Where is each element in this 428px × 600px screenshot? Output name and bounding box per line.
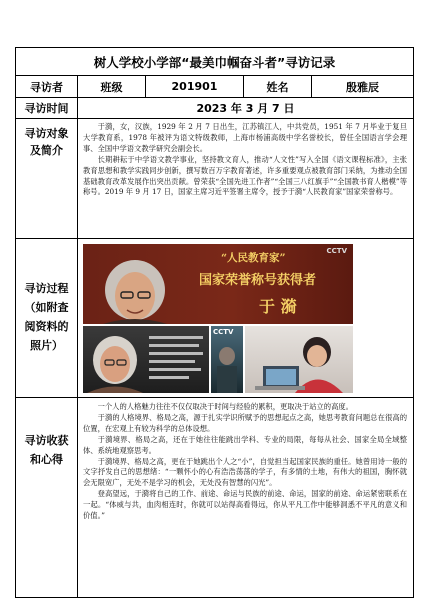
visitor-label: 寻访者 xyxy=(16,76,78,98)
gains-paragraph: 一个人的人格魅力往往不仅仅取决于时间与经验的累积，更取决于站立的高度。 xyxy=(97,402,353,411)
gains-paragraph: 于漪的人格境界、格局之高，源于扎实学识所赋予的思想起点之高，她思考教育问题总在很高的位置，在宏观上有较为科学的总体设想。 xyxy=(83,412,408,433)
gains-paragraph: 于漪境界、格局之高，还在于她往往能跳出学科、专业的局限，每每从社会、国家全局全域整体、系统地观察思考。 xyxy=(83,434,408,455)
process-label-line: 照片） xyxy=(30,339,63,352)
student-photo xyxy=(245,326,353,393)
gains-paragraph: 登高望远，于漪将自己的工作、前途、命运与民族的前途、命运，国家的前途、命运紧密联系在一起。“体威与共，血肉相连时，你就可以站得高看得远，你从平凡工作中能够洞悉不平凡的意义和价值。” xyxy=(83,489,408,521)
gains-label-line: 寻访收获 xyxy=(24,434,69,447)
gains-paragraph: 于漪境界、格局之高，更在于她跳出个人之“小”，自觉担当起国家民族的重任。她曾用诗一般的文字抒发自己的思想绪：“一颗怀小的心有浩浩荡荡的学子，有多情的土地，有伟大的祖国，胸怀就会无限宽广，无处不是学习的机会，无处没有智慧的闪光”。 xyxy=(83,456,408,488)
visit-time-label: 寻访时间 xyxy=(16,98,78,119)
student-illustration xyxy=(245,326,353,393)
gains-label xyxy=(16,398,78,598)
intro-paragraph: 于漪，女，汉族，1929 年 2 月 7 日出生，江苏镇江人，中共党员，1951 年 7 月毕业于复旦大学教育系，1978 年被评为语文特级教师，上海市杨浦高级中学名誉校长，曾任全国语言学会理事、全国中学语文教学研究会副会长。 xyxy=(83,122,408,153)
form-title: 树人学校小学部“最美巾帼奋斗者”寻访记录 xyxy=(16,48,414,76)
honoree-name: 于 漪 xyxy=(259,296,297,316)
intro-label xyxy=(16,119,78,239)
gains-text xyxy=(78,398,414,598)
visit-record-table xyxy=(15,47,414,598)
name-label: 姓名 xyxy=(244,76,312,98)
process-photos-cell xyxy=(78,239,414,398)
figure-silhouette xyxy=(211,326,243,393)
process-label-line: 寻访过程 xyxy=(24,282,69,295)
class-label: 班级 xyxy=(78,76,146,98)
elder-portrait-illustration xyxy=(83,326,209,393)
process-label xyxy=(16,239,78,398)
intro-label-line: 寻访对象 xyxy=(24,127,69,140)
process-label-line: （如附查 xyxy=(24,301,69,314)
process-label-line: 阅资料的 xyxy=(24,320,69,333)
intro-paragraph: 长期耕耘于中学语文教学事业，坚持教文育人，推动“人文性”写入全国《语文课程标准》，主张教育思想和教学实践同步创新，撰写数百万字教育著述，许多重要观点被教育部门采纳，为推动全国基础教育改革发展作出突出贡献。曾荣获“全国先进工作者”“全国三八红旗手”“全国教书育人楷模”等称号。2019 年 9 月 17 日，国家主席习近平签署主席令，授予于漪“人民教育家”国家荣誉称号。 xyxy=(83,154,408,197)
cctv-logo: CCTV xyxy=(326,246,347,255)
photo-collage xyxy=(83,244,408,393)
visit-time-value: 2023 年 3 月 7 日 xyxy=(78,98,414,119)
broadcast-photo xyxy=(211,326,243,393)
honor-title: “人民教育家” xyxy=(221,251,286,264)
cctv-small-logo: CCTV xyxy=(213,327,234,336)
intro-text xyxy=(78,119,414,239)
gains-label-line: 和心得 xyxy=(30,453,63,466)
class-value: 201901 xyxy=(146,76,244,98)
name-value: 殷雅辰 xyxy=(312,76,414,98)
main-photo xyxy=(83,244,353,324)
interview-photo xyxy=(83,326,209,393)
honor-subtitle: 国家荣誉称号获得者 xyxy=(199,272,317,288)
intro-label-line: 及简介 xyxy=(30,144,63,157)
